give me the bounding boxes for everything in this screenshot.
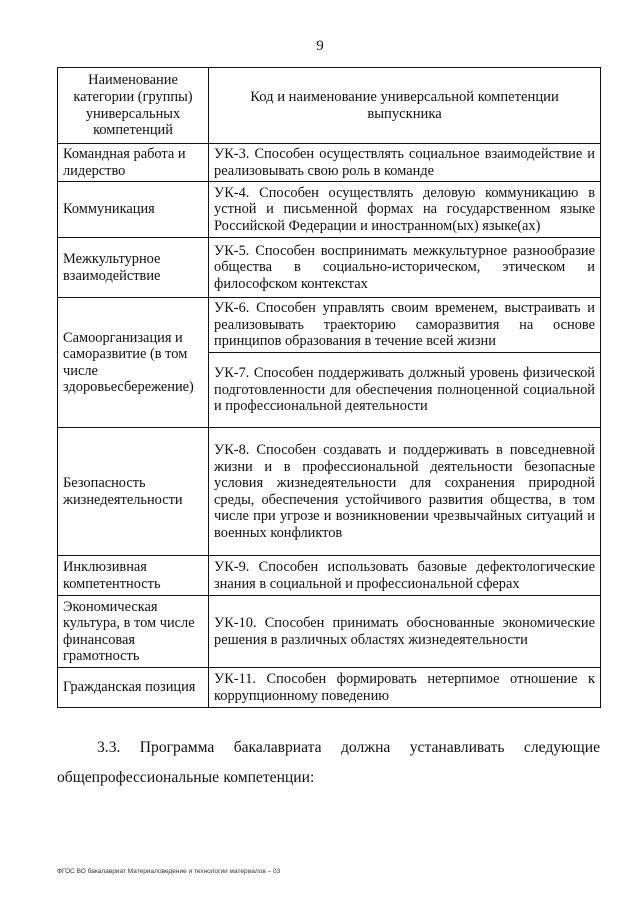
table-row: [58, 298, 601, 353]
header-category: Наименование категории (группы) универсальных компетенций: [58, 68, 209, 144]
section-paragraph: 3.3. Программа бакалавриата должна устанавливать следующие общепрофессиональные компетенции:: [57, 739, 600, 786]
competence-cell: УК-8. Способен создавать и поддерживать в повседневной жизни и в профессиональной деятельности безопасные условия жизнедеятельности для сохранения природной среды, обеспечения устойчивого развития общества, в том числе при угрозе и возникновении чрезвычайных ситуаций и военных конфликтов: [209, 428, 601, 556]
category-cell: Гражданская позиция: [58, 668, 209, 708]
competence-cell: УК-9. Способен использовать базовые дефектологические знания в социальной и профессиональной сферах: [209, 556, 601, 596]
category-cell: Коммуникация: [58, 182, 209, 238]
table-header-row: [58, 68, 601, 144]
table-row: [58, 668, 601, 708]
page-number: 9: [316, 38, 324, 54]
table-row: [58, 144, 601, 182]
competencies-table: [57, 67, 601, 708]
table-row: [58, 238, 601, 298]
competence-cell: УК-7. Способен поддерживать должный уровень физической подготовленности для обеспечения полноценной социальной и профессиональной деятельности: [209, 353, 601, 428]
competence-cell: УК-6. Способен управлять своим временем, выстраивать и реализовывать траекторию саморазвития на основе принципов образования в течение всей жизни: [209, 298, 601, 353]
competence-cell: УК-10. Способен принимать обоснованные экономические решения в различных областях жизнедеятельности: [209, 596, 601, 668]
competence-cell: УК-3. Способен осуществлять социальное взаимодействие и реализовывать свою роль в команде: [209, 144, 601, 182]
category-cell: Инклюзивная компетентность: [58, 556, 209, 596]
competence-cell: УК-11. Способен формировать нетерпимое отношение к коррупционному поведению: [209, 668, 601, 708]
table-row: [58, 428, 601, 556]
category-cell: Самоорганизация и саморазвитие (в том числе здоровьесбережение): [58, 298, 209, 428]
competence-cell: УК-5. Способен воспринимать межкультурное разнообразие общества в социально-историческом, этическом и философском контекстах: [209, 238, 601, 298]
table-row: [58, 596, 601, 668]
page-footer: ФГОС ВО бакалавриат Материаловедение и технологии материалов – 03: [57, 868, 281, 875]
table-row: [58, 182, 601, 238]
table-row: [58, 556, 601, 596]
header-code: Код и наименование универсальной компетенции выпускника: [209, 68, 601, 144]
category-cell: Межкультурное взаимодействие: [58, 238, 209, 298]
category-cell: Безопасность жизнедеятельности: [58, 428, 209, 556]
category-cell: Экономическая культура, в том числе финансовая грамотность: [58, 596, 209, 668]
category-cell: Командная работа и лидерство: [58, 144, 209, 182]
competence-cell: УК-4. Способен осуществлять деловую коммуникацию в устной и письменной формах на государственном языке Российской Федерации и иностранном(ых) языке(ах): [209, 182, 601, 238]
